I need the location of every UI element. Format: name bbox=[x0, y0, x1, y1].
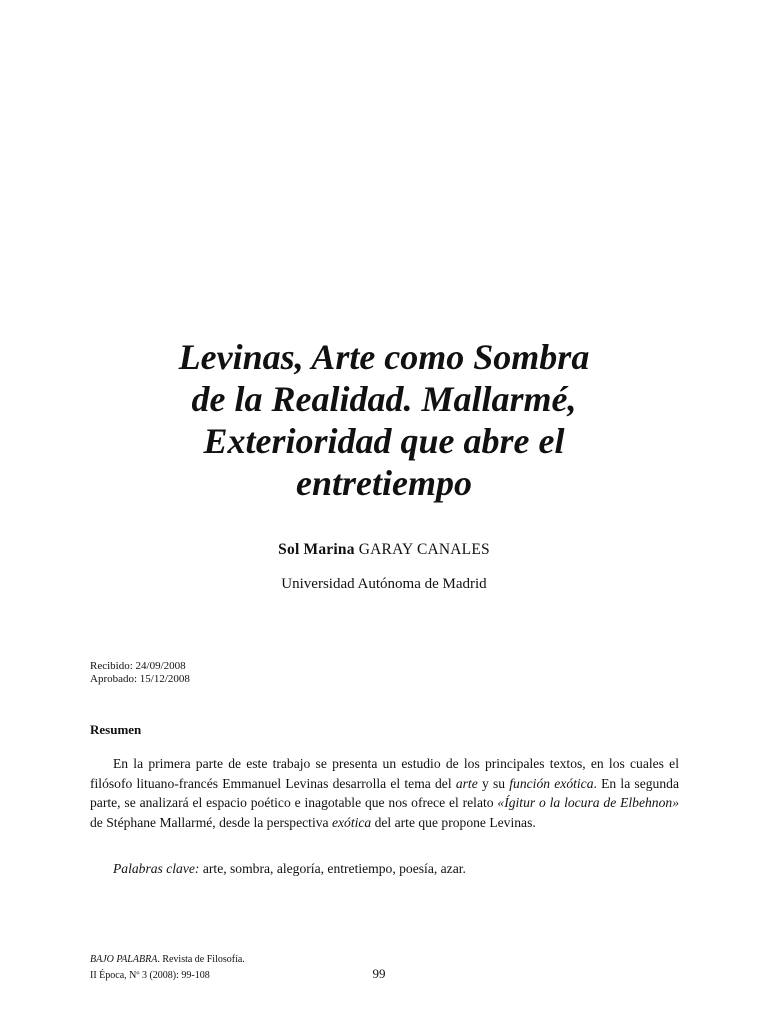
abstract-text: En la primera parte de este trabajo se presenta un estudio de los principales textos, en los cuales el filósofo lituano-francés Emmanuel Levinas desarrolla el tema del bbox=[90, 756, 679, 791]
abstract-emphasis: «Ígitur o la locura de Elbehnon» bbox=[497, 795, 679, 810]
author-affiliation: Universidad Autónoma de Madrid bbox=[281, 576, 487, 592]
received-date: Recibido: 24/09/2008 bbox=[90, 660, 186, 672]
page-number: 99 bbox=[372, 966, 386, 981]
keywords bbox=[113, 861, 466, 877]
abstract-emphasis: arte bbox=[455, 775, 478, 791]
keywords-list: arte, sombra, alegoría, entretiempo, poesía, azar. bbox=[199, 861, 466, 876]
title-line: Levinas, Arte como Sombra bbox=[178, 337, 590, 377]
journal-footer bbox=[90, 952, 245, 984]
abstract-text: de Stéphane Mallarmé, desde la perspectiva bbox=[90, 814, 332, 830]
abstract-body bbox=[90, 754, 679, 832]
abstract-heading: Resumen bbox=[90, 722, 142, 737]
journal-subtitle: . Revista de Filosofía. bbox=[157, 954, 245, 965]
abstract-text: y su bbox=[477, 775, 510, 791]
title-line: Exterioridad que abre el bbox=[203, 421, 565, 461]
abstract-emphasis: exótica bbox=[331, 814, 372, 830]
abstract-text: del arte que propone Levinas. bbox=[371, 814, 536, 830]
abstract-text: . En la segunda parte, se analizará el espacio poético e inagotable que nos ofrece el relato bbox=[90, 775, 679, 810]
title-line: de la Realidad. Mallarmé, bbox=[191, 379, 577, 419]
title-line: entretiempo bbox=[296, 463, 472, 503]
keywords-label: Palabras clave: bbox=[113, 861, 200, 876]
article-title bbox=[134, 336, 634, 504]
approved-date: Aprobado: 15/12/2008 bbox=[90, 673, 190, 685]
journal-name: BAJO PALABRA bbox=[90, 954, 158, 965]
submission-dates bbox=[90, 660, 190, 686]
author-given-names: Sol Marina bbox=[278, 541, 355, 558]
abstract-emphasis: función exótica bbox=[509, 775, 594, 791]
author-name bbox=[134, 541, 634, 559]
journal-issue: II Época, Nº 3 (2008): 99-108 bbox=[90, 970, 210, 981]
journal-title-line bbox=[90, 952, 245, 968]
author-surname: GARAY CANALES bbox=[358, 541, 490, 558]
